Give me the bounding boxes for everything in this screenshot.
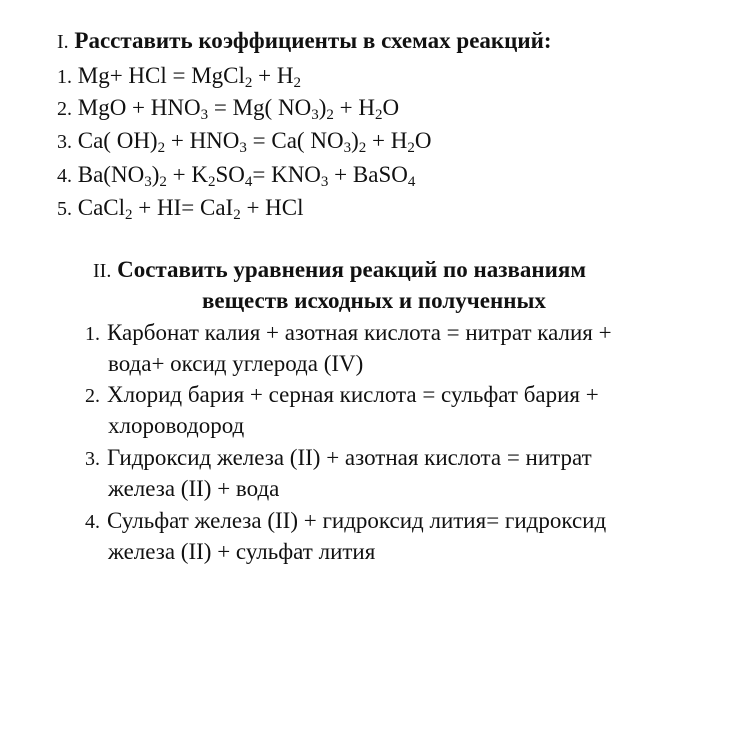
subscript: 4 [244,174,253,190]
formula-text: + HI= CaI [132,195,234,220]
formula-text: ) [151,162,160,187]
section2-item-line1 [85,444,592,473]
item-number: 3. [57,131,72,153]
reaction-equation [77,95,400,123]
item-number: 3. [85,448,100,470]
formula-text: SO [215,162,245,187]
section1-numeral: I. [57,31,69,53]
section1-item [57,94,399,123]
subscript: 2 [244,75,253,91]
formula-text: Ba(NO [77,162,145,187]
section1-item [57,62,301,91]
section2-numeral: II. [93,260,112,282]
item-text: Хлорид бария + серная кислота = сульфат бария + [107,382,599,407]
formula-text: ) [351,128,359,153]
formula-text: = Ca( NO [246,128,344,153]
formula-text: O [414,128,432,153]
formula-text: Mg+ HCl = MgCl [77,63,245,88]
section1-heading [57,27,552,56]
item-number: 4. [57,165,72,187]
formula-text: + H [252,63,294,88]
formula-text: O [382,95,400,120]
section2-item-line2: железа (II) + вода [108,476,280,501]
section2-title-line2: веществ исходных и полученных [202,288,546,313]
item-text: Карбонат калия + азотная кислота = нитрат калия + [107,320,612,345]
reaction-equation [77,195,304,223]
subscript: 3 [320,174,329,190]
subscript: 2 [207,174,216,190]
section1-item [57,127,431,156]
formula-text: + H [333,95,375,120]
subscript: 3 [239,140,247,156]
item-text: Гидроксид железа (II) + азотная кислота = нитрат [107,445,592,470]
subscript: 3 [200,107,209,123]
section2-item-line2: вода+ оксид углерода (IV) [108,351,364,376]
section1-item [57,161,415,190]
item-text: Сульфат железа (II) + гидроксид лития= гидроксид [107,508,607,533]
subscript: 2 [233,207,241,223]
reaction-equation [77,63,302,91]
formula-text: = KNO [252,162,321,187]
subscript: 2 [358,140,367,156]
formula-text: CaCl [77,195,126,220]
subscript: 3 [144,174,152,190]
subscript: 2 [374,107,383,123]
formula-text: + HNO [165,128,240,153]
section2-item-line2: хлороводород [108,413,245,438]
section2-item-line1 [85,319,612,348]
formula-text: + HCl [240,195,304,220]
subscript: 2 [159,174,167,190]
subscript: 2 [293,75,302,91]
item-number: 5. [57,198,72,220]
subscript: 3 [311,107,319,123]
item-number: 1. [57,66,72,88]
subscript: 2 [326,107,334,123]
section1-title: Расставить коэффициенты в схемах реакций: [74,28,552,53]
section2-item-line2: железа (II) + сульфат лития [108,539,376,564]
subscript: 4 [407,174,416,190]
item-number: 2. [57,98,72,120]
item-number: 4. [85,511,100,533]
section2-item-line1 [85,507,606,536]
formula-text: = Mg( NO [208,95,312,120]
reaction-equation [77,162,416,190]
subscript: 2 [407,140,415,156]
section2-item-line1 [85,381,599,410]
subscript: 2 [125,207,133,223]
formula-text: + BaSO [328,162,408,187]
reaction-equation [77,128,432,156]
item-number: 1. [85,323,100,345]
formula-text: ) [318,95,327,120]
subscript: 2 [157,140,166,156]
formula-text: MgO + HNO [77,95,201,120]
section1-item [57,194,304,223]
section2-heading [93,256,586,285]
formula-text: + H [366,128,408,153]
subscript: 3 [343,140,352,156]
section2-title-line1: Составить уравнения реакций по названиям [117,257,587,282]
formula-text: Ca( OH) [77,128,158,153]
formula-text: + K [166,162,208,187]
item-number: 2. [85,385,100,407]
